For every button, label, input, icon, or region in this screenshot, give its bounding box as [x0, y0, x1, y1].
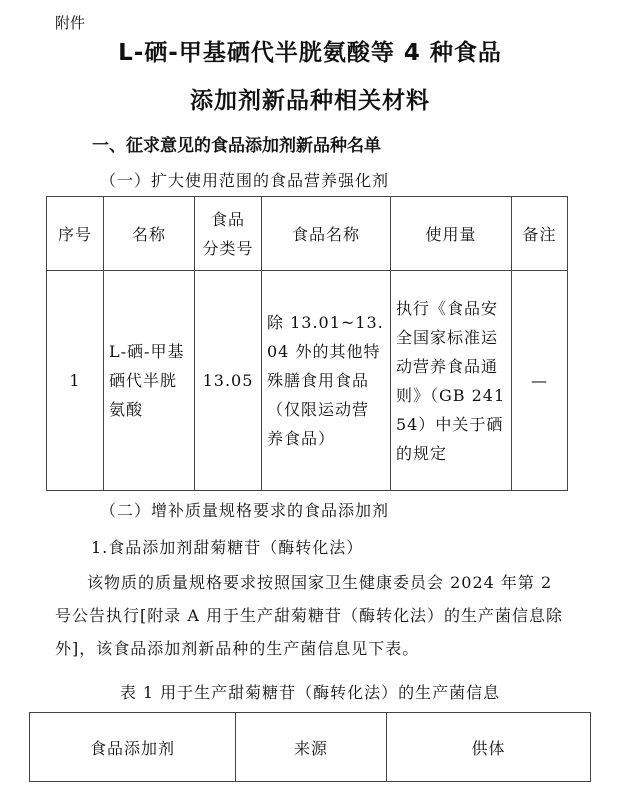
- body-paragraph: 该物质的质量规格要求按照国家卫生健康委员会 2024 年第 2 号公告执行[附录 A 用于生产甜菊糖苷（酶转化法）的生产菌信息除外]，该食品添加剂新品种的生产菌信息见下表。: [55, 573, 563, 658]
- table-header-row: [47, 197, 568, 271]
- document-title-line-1: L-硒-甲基硒代半胱氨酸等 4 种食品: [118, 40, 502, 66]
- subsection-2-heading: （二）增补质量规格要求的食品添加剂: [100, 501, 390, 520]
- cell-no: 1: [47, 271, 104, 491]
- section-1-heading: 一、征求意见的食品添加剂新品种名单: [92, 136, 381, 156]
- cell-usage-text: 执行《食品安全国家标准运动营养食品通则》（GB 24154）中关于硒的规定: [396, 298, 506, 463]
- header-donor: 供体: [387, 713, 591, 782]
- header-usage: 使用量: [391, 197, 512, 271]
- cell-name: [104, 271, 195, 491]
- header-food-additive: 食品添加剂: [30, 713, 236, 782]
- subsection-1-heading: （一）扩大使用范围的食品营养强化剂: [100, 171, 390, 190]
- header-source: 来源: [236, 713, 387, 782]
- cell-name-text: L-硒-甲基硒代半胱氨酸: [109, 342, 185, 419]
- additives-table: [46, 196, 568, 491]
- table-2-caption: 表 1 用于生产甜菊糖苷（酶转化法）的生产菌信息: [119, 683, 501, 702]
- header-no: 序号: [47, 197, 104, 271]
- header-name: 名称: [104, 197, 195, 271]
- table-row: [47, 271, 568, 491]
- cell-food-name-text: 除 13.01~13.04 外的其他特殊膳食用食品（仅限运动营养食品）: [267, 313, 384, 448]
- item-1-heading: 1.食品添加剂甜菊糖苷（酶转化法）: [91, 538, 364, 557]
- document-title-line-2: 添加剂新品种相关材料: [190, 88, 430, 114]
- cell-usage: [391, 271, 512, 491]
- cell-category-code: 13.05: [195, 271, 262, 491]
- cell-remark: —: [512, 271, 568, 491]
- cell-food-name: [262, 271, 391, 491]
- header-food-name: 食品名称: [262, 197, 391, 271]
- table-2-header-row: [30, 713, 591, 782]
- header-category-code: [195, 197, 262, 271]
- header-remark: 备注: [512, 197, 568, 271]
- attachment-label: 附件: [55, 14, 86, 32]
- header-category-code-label: 食品 分类号: [202, 209, 254, 258]
- production-strain-table: [29, 712, 591, 782]
